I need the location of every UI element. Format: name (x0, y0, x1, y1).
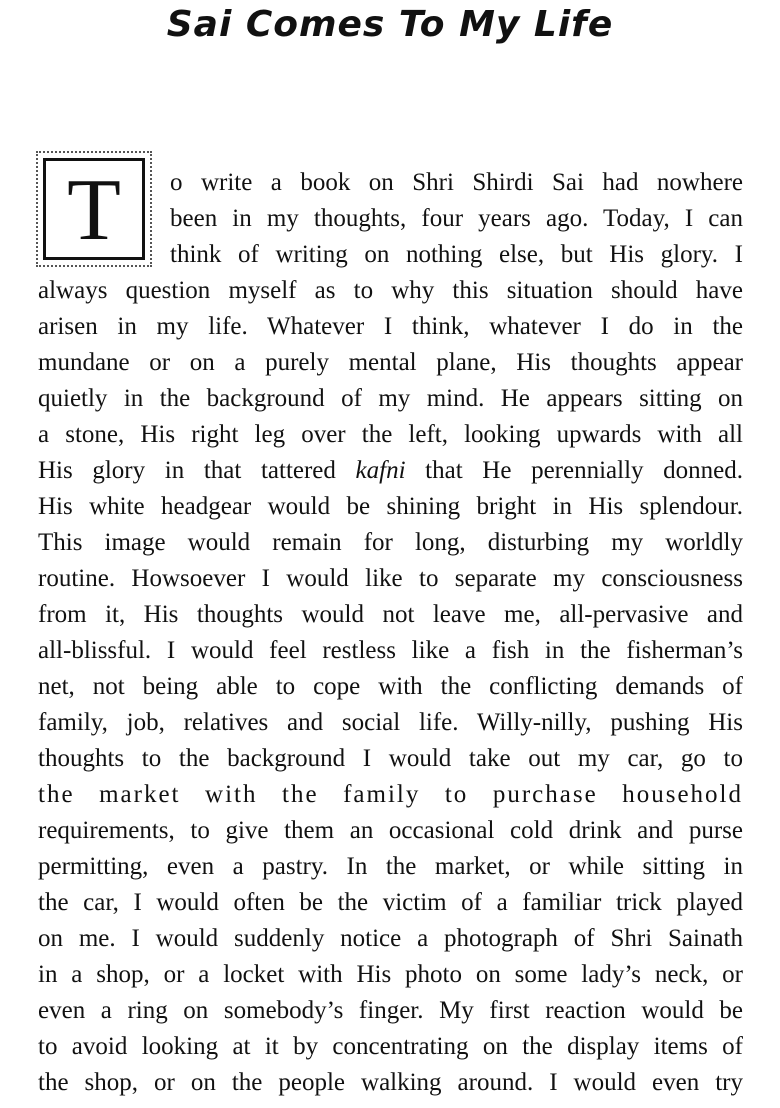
text-line: permitting, even a pastry. In the market, or while sitting in (38, 853, 743, 880)
text-segment: His glory in that tattered (38, 457, 356, 484)
text-line: to avoid looking at it by concentrating on the display items of (38, 1033, 743, 1060)
italic-term: kafni (355, 457, 406, 484)
text-line: arisen in my life. Whatever I think, whatever I do in the (38, 313, 743, 340)
chapter-title: Sai Comes To My Life (166, 4, 614, 45)
text-line: family, job, relatives and social life. Willy-nilly, pushing His (38, 709, 743, 736)
text-line: This image would remain for long, disturbing my worldly (38, 529, 743, 556)
text-line: on me. I would suddenly notice a photograph of Shri Sainath (38, 925, 743, 952)
text-line: mundane or on a purely mental plane, His thoughts appear (38, 349, 743, 376)
text-line: a stone, His right leg over the left, looking upwards with all (38, 421, 743, 448)
text-line (38, 453, 743, 489)
text-line: His white headgear would be shining bright in His splendour. (38, 493, 743, 520)
text-line: routine. Howsoever I would like to separate my consciousness (38, 565, 743, 592)
text-line: always question myself as to why this situation should have (38, 277, 743, 304)
text-line: requirements, to give them an occasional cold drink and purse (38, 817, 743, 844)
drop-cap-frame (36, 151, 152, 267)
text-line: the shop, or on the people walking around. I would even try (38, 1069, 743, 1096)
text-line: even a ring on somebody’s finger. My first reaction would be (38, 997, 743, 1024)
text-segment: that He perennially donned. (405, 457, 744, 484)
text-line: all-blissful. I would feel restless like a fish in the fisherman’s (38, 637, 743, 664)
text-line: been in my thoughts, four years ago. Today, I can (170, 205, 743, 232)
text-line: o write a book on Shri Shirdi Sai had nowhere (170, 169, 743, 196)
drop-cap-letter: T (67, 162, 121, 259)
text-line: thoughts to the background I would take out my car, go to (38, 745, 743, 772)
text-line: quietly in the background of my mind. He appears sitting on (38, 385, 743, 412)
text-line: the market with the family to purchase household (38, 781, 743, 808)
text-line: think of writing on nothing else, but His glory. I (170, 241, 743, 268)
text-line: from it, His thoughts would not leave me, all-pervasive and (38, 601, 743, 628)
text-line: in a shop, or a locket with His photo on some lady’s neck, or (38, 961, 743, 988)
text-line: the car, I would often be the victim of a familiar trick played (38, 889, 743, 916)
drop-cap-border (43, 158, 145, 260)
text-line: net, not being able to cope with the conflicting demands of (38, 673, 743, 700)
